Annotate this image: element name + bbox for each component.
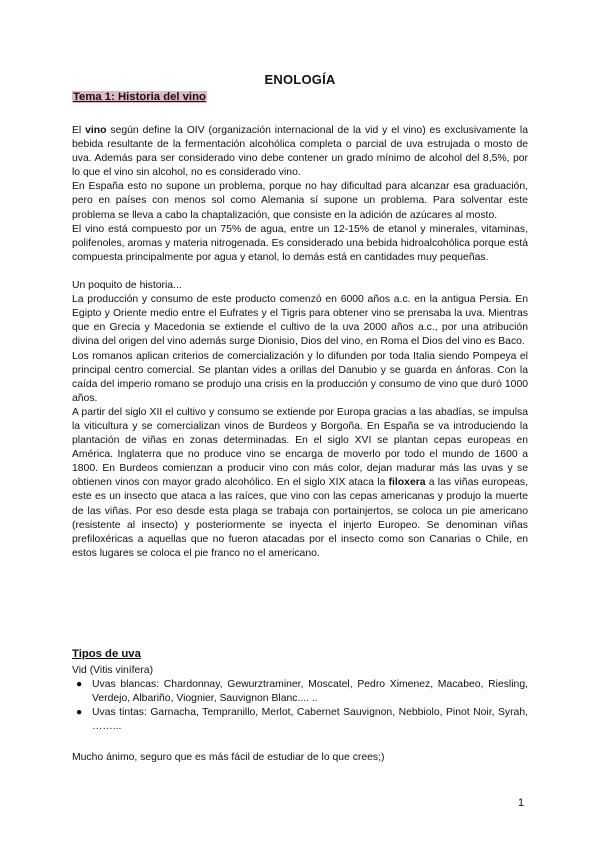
paragraph-history-origins: La producción y consumo de este producto comenzó en 6000 años a.c. en la antigua Persia. En Egipto y Oriente medio entre el Eufrates y el Tigris para obtener vino se prensaba la uva. Mientras que en Grecia y Macedonia se extiende el cultivo de la uva 2000 años a.c., por una atribución divina del origen del vino además surge Dionisio, Dios del vino, en Roma el Dios del vino es Baco. [72, 294, 528, 348]
paragraph-chaptalization: En España esto no supone un problema, porque no hay dificultad para alcanzar esa graduación, pero en países con menos sol como Alemania sí supone un problema. Para solventar este problema se lleva a cabo la chaptalización, que consiste en la adición de azúcares al mosto. [72, 181, 528, 221]
document-title: ENOLOGÍA [264, 72, 336, 87]
bullet-icon: ● [76, 707, 83, 719]
paragraph-composition: El vino está compuesto por un 75% de agua, entre un 12-15% de etanol y minerales, vitaminas, polifenoles, aromas y materia nitrogenada. Es considerado una bebida hidroalcohólica porque está compuesta principalmente por agua y etanol, lo demás está en cantidades muy pequeñas. [72, 223, 528, 263]
paragraph-history-romans: Los romanos aplican criterios de comercialización y lo difunden por toda Italia siendo Pompeya el principal centro comercial. Se plantan vides a orillas del Danubio y se guarda en ánforas. Con la caída del imperio romano se produjo una crisis en la producción y consumo de vino que duró 1000 años. [72, 350, 528, 404]
vid-label: Vid (Vitis vinífera) [72, 665, 154, 676]
list-item: ● Uvas tintas: Garnacha, Tempranillo, Merlot, Cabernet Sauvignon, Nebbiolo, Pinot Noir, Syrah, ……... [76, 707, 528, 733]
grape-list [72, 678, 528, 734]
section-history-body [72, 124, 528, 561]
section-heading-history: Tema 1: Historia del vino [73, 91, 206, 103]
paragraph-history-europe: A partir del siglo XII el cultivo y consumo se extiende por Europa gracias a las abadías, se impulsa la viticultura y se comercializan vinos de Burdeos y Borgoña. En España se va introduciendo la plantación de viñas en zonas determinadas. En el siglo XVI se plantan cepas europeas en América. Inglaterra que no produce vino se encarga de moverlo por todo el mundo de 1600 a 1800. En Burdeos comienzan a producir vino con más color, dejan madurar más las uvas y se obtienen vinos con mayor grado alcohólico. En el siglo XIX ataca la filoxera a las viñas europeas, este es un insecto que ataca a las raíces, que vino con las cepas americanas y produjo la muerte de las viñas. Por eso desde esta plaga se trabaja con portainjertos, se coloca un pie americano (resistente al insecto) y posteriormente se inyecta el injerto Europeo. Se denominan viñas prefiloxéricas a aquellas que no fueron atacadas por el insecto como son Canarias o Chile, en estos lugares se coloca el pie franco no el americano. [72, 406, 528, 559]
bold-term-vino: vino [85, 125, 107, 136]
history-intro: Un poquito de historia... [72, 280, 182, 292]
closing-note: Mucho ánimo, seguro que es más fácil de estudiar de lo que crees;) [72, 752, 385, 763]
section-heading-grape-types: Tipos de uva [72, 648, 141, 660]
list-item: ● Uvas blancas: Chardonnay, Gewurztraminer, Moscatel, Pedro Ximenez, Macabeo, Riesling, Verdejo, Albariño, Viognier, Sauvignon Blanc.... .. [76, 679, 528, 705]
bold-term-filoxera: filoxera [388, 477, 426, 489]
bullet-icon: ● [76, 679, 83, 690]
page-number: 1 [518, 797, 525, 809]
spacer [72, 265, 528, 279]
paragraph-definition: El vino según define la OIV (organización internacional de la vid y el vino) es exclusivamente la bebida resultante de la fermentación alcohólica completa o parcial de uva estrujada o mosto de uva. Además para ser considerado vino debe contener un grado mínimo de alcohol del 8,5%, por lo que el vino sin alcohol, no es considerado vino. [72, 125, 528, 179]
